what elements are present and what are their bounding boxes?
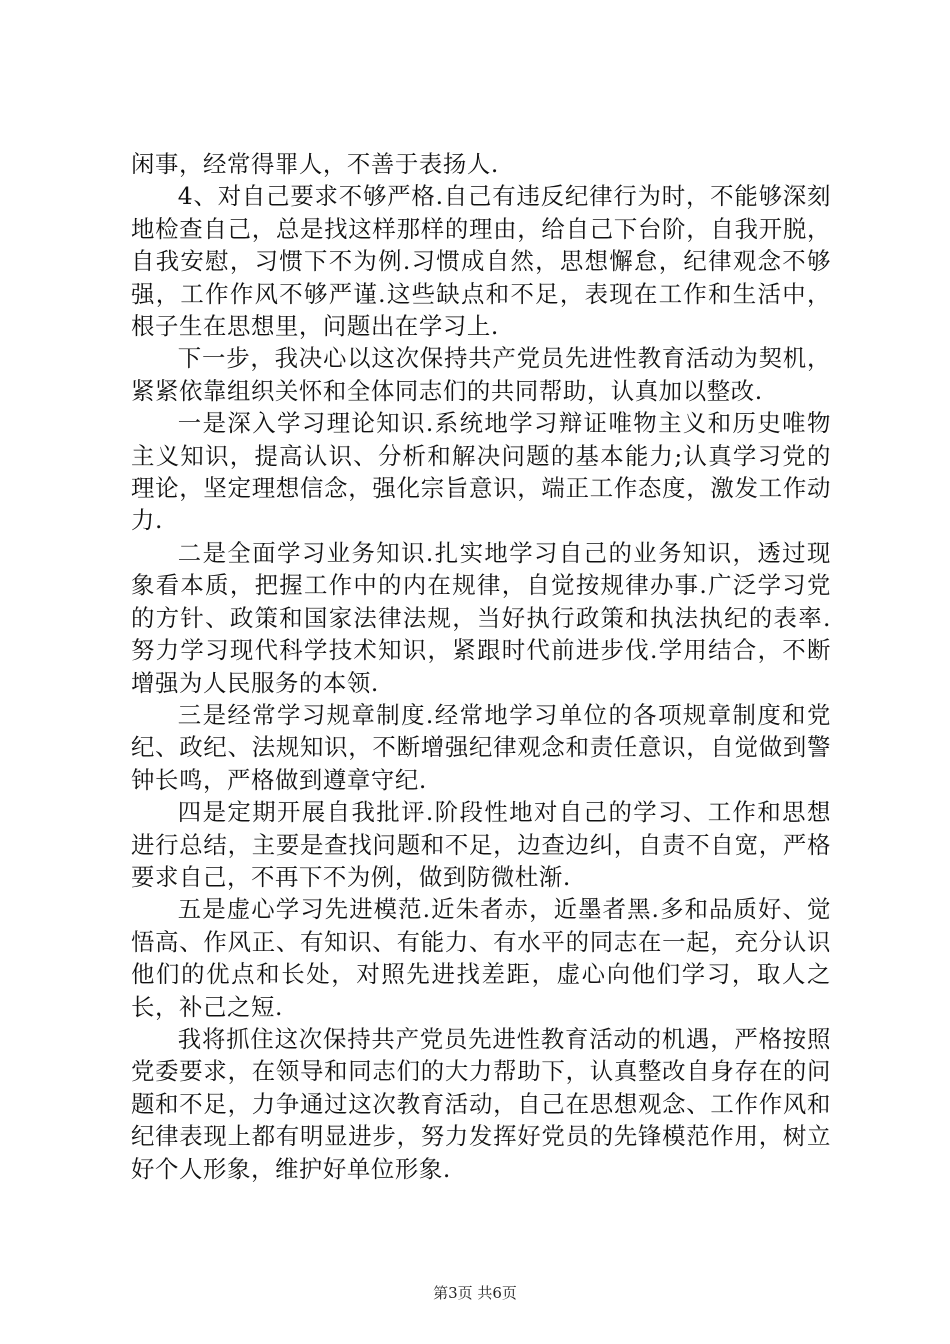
page-number-footer: 第3页 共6页: [433, 1284, 517, 1302]
paragraph-self-criticism: 四是定期开展自我批评.阶段性地对自己的学习、工作和思想进行总结，主要是查找问题和不足，边查边纠，自责不自宽，严格要求自己，不再下不为例，做到防微杜渐.: [131, 798, 831, 891]
paragraph-business-study: 二是全面学习业务知识.扎实地学习自己的业务知识，透过现象看本质，把握工作中的内在规律，自觉按规律办事.广泛学习党的方针、政策和国家法律法规，当好执行政策和执法执纪的表率.努力学习现代科学技术知识，紧跟时代前进步伐.学用结合，不断增强为人民服务的本领.: [131, 538, 831, 697]
paragraph-next-step: 下一步，我决心以这次保持共产党员先进性教育活动为契机，紧紧依靠组织关怀和全体同志们的共同帮助，认真加以整改.: [131, 344, 831, 405]
paragraph-continuation: 闲事，经常得罪人，不善于表扬人.: [131, 150, 499, 178]
paragraph-conclusion: 我将抓住这次保持共产党员先进性教育活动的机遇，严格按照党委要求，在领导和同志们的大力帮助下，认真整改自身存在的问题和不足，力争通过这次教育活动，自己在思想观念、工作作风和纪律表现上都有明显进步，努力发挥好党员的先锋模范作用，树立好个人形象，维护好单位形象.: [131, 1024, 831, 1183]
paragraph-learn-models: 五是虚心学习先进模范.近朱者赤，近墨者黑.多和品质好、觉悟高、作风正、有知识、有能力、有水平的同志在一起，充分认识他们的优点和长处，对照先进找差距，虚心向他们学习，取人之长，补己之短.: [131, 895, 831, 1021]
paragraph-rules-study: 三是经常学习规章制度.经常地学习单位的各项规章制度和党纪、政纪、法规知识，不断增强纪律观念和责任意识，自觉做到警钟长鸣，严格做到遵章守纪.: [131, 700, 831, 794]
paragraph-item-4: 4、对自己要求不够严格.自己有违反纪律行为时，不能够深刻地检查自己，总是找这样那样的理由，给自己下台阶，自我开脱，自我安慰，习惯下不为例.习惯成自然，思想懈怠，纪律观念不够强，工作作风不够严谨.这些缺点和不足，表现在工作和生活中，根子生在思想里，问题出在学习上.: [131, 182, 831, 341]
document-body: [131, 148, 831, 1185]
paragraph-theory-study: 一是深入学习理论知识.系统地学习辩证唯物主义和历史唯物主义知识，提高认识、分析和解决问题的基本能力;认真学习党的理论，坚定理想信念，强化宗旨意识，端正工作态度，激发工作动力.: [131, 409, 831, 535]
